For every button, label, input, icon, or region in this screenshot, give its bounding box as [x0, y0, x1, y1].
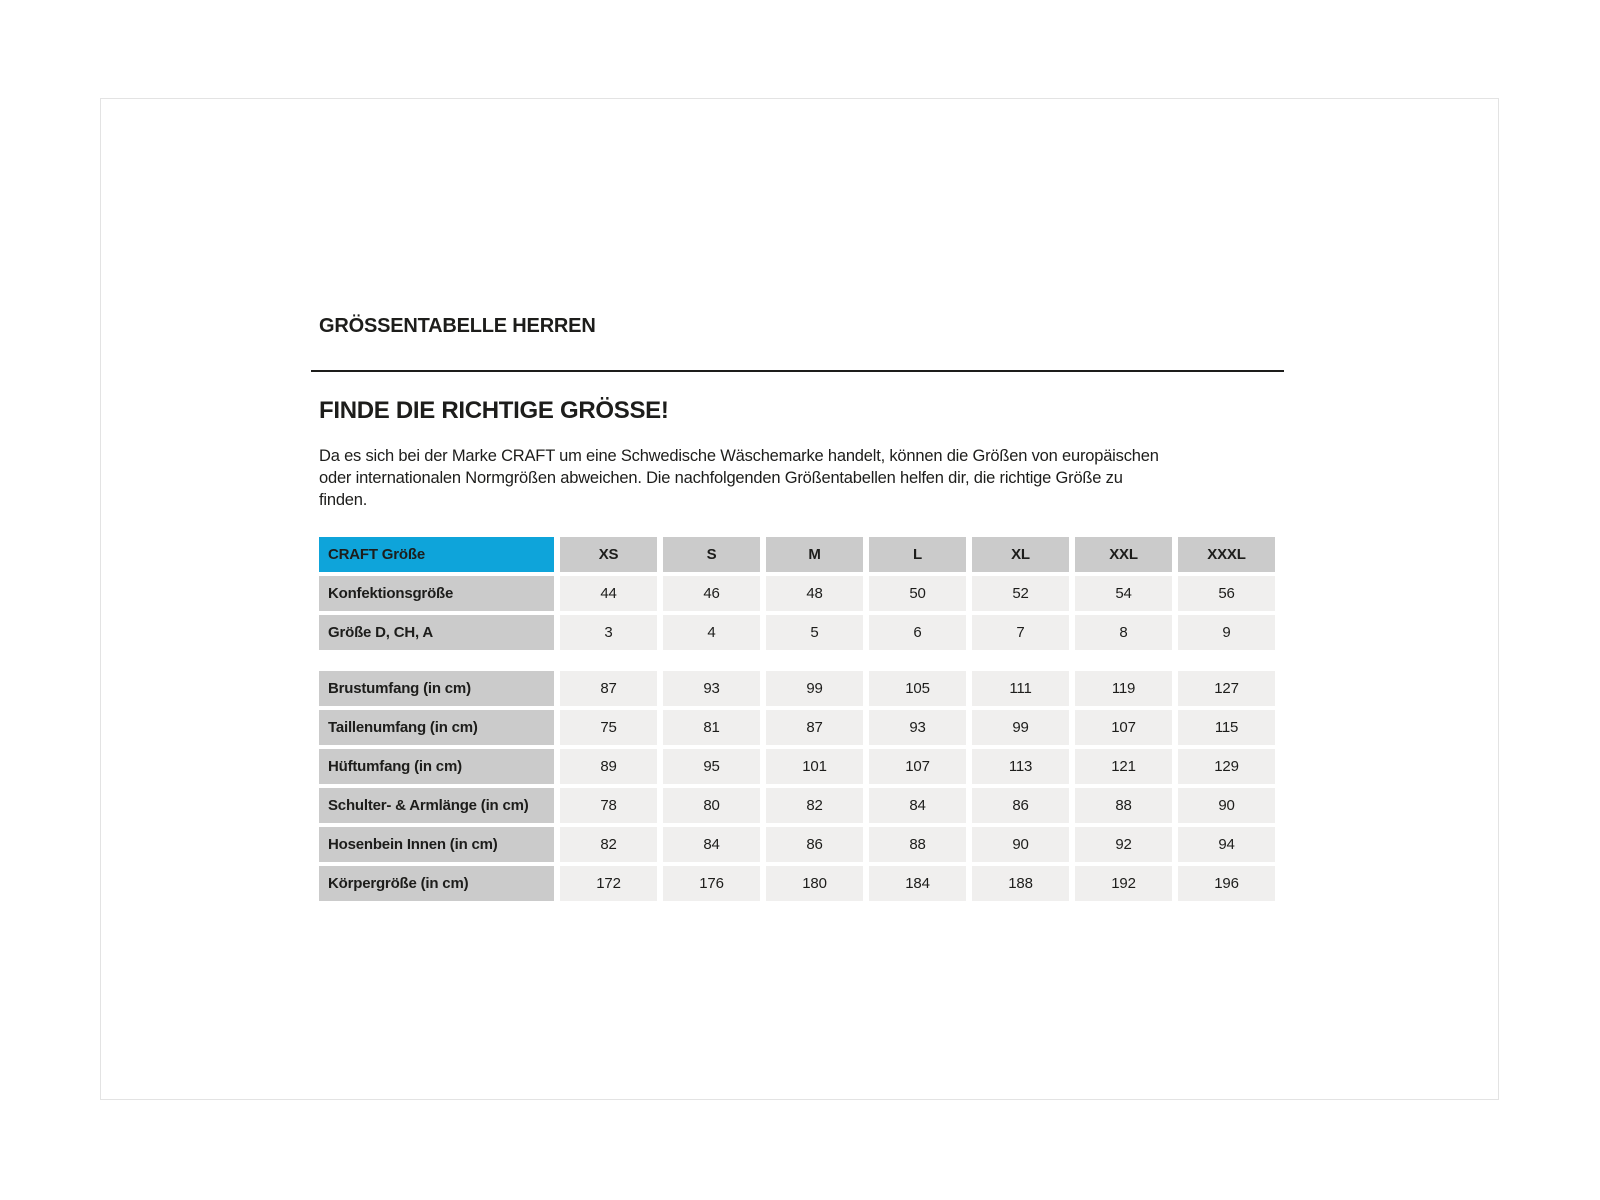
table-spacer-row: [319, 654, 1275, 667]
value-cell: 5: [766, 615, 863, 650]
value-cell: 90: [1178, 788, 1275, 823]
value-cell: 50: [869, 576, 966, 611]
value-cell: 86: [766, 827, 863, 862]
value-cell: 78: [560, 788, 657, 823]
content-panel: [100, 98, 1499, 1100]
value-cell: 90: [972, 827, 1069, 862]
value-cell: 94: [1178, 827, 1275, 862]
value-cell: 87: [560, 671, 657, 706]
row-label: Hosenbein Innen (in cm): [319, 827, 554, 862]
value-cell: 93: [663, 671, 760, 706]
value-cell: 7: [972, 615, 1069, 650]
value-cell: 127: [1178, 671, 1275, 706]
value-cell: 121: [1075, 749, 1172, 784]
value-cell: 95: [663, 749, 760, 784]
value-cell: 184: [869, 866, 966, 901]
value-cell: 113: [972, 749, 1069, 784]
value-cell: 52: [972, 576, 1069, 611]
value-cell: 9: [1178, 615, 1275, 650]
value-cell: 87: [766, 710, 863, 745]
value-cell: 8: [1075, 615, 1172, 650]
value-cell: 107: [869, 749, 966, 784]
value-cell: 129: [1178, 749, 1275, 784]
value-cell: 3: [560, 615, 657, 650]
value-cell: 192: [1075, 866, 1172, 901]
value-cell: 176: [663, 866, 760, 901]
column-header-xl: XL: [972, 537, 1069, 572]
value-cell: 81: [663, 710, 760, 745]
section-heading: FINDE DIE RICHTIGE GRÖSSE!: [319, 397, 669, 424]
table-corner-cell: CRAFT Größe: [319, 537, 554, 572]
value-cell: 196: [1178, 866, 1275, 901]
value-cell: 88: [1075, 788, 1172, 823]
value-cell: 99: [972, 710, 1069, 745]
value-cell: 111: [972, 671, 1069, 706]
content-column: [319, 314, 1285, 901]
value-cell: 93: [869, 710, 966, 745]
value-cell: 82: [560, 827, 657, 862]
value-cell: 105: [869, 671, 966, 706]
value-cell: 88: [869, 827, 966, 862]
divider-rule: [311, 370, 1284, 372]
column-header-xxl: XXL: [1075, 537, 1172, 572]
value-cell: 115: [1178, 710, 1275, 745]
value-cell: 56: [1178, 576, 1275, 611]
page-title: GRÖSSENTABELLE HERREN: [319, 315, 596, 337]
intro-text: Da es sich bei der Marke CRAFT um eine Schwedische Wäschemarke handelt, können die Größen von europäischen oder internationalen Normgrößen abweichen. Die nachfolgenden Größentabellen helfen dir, die richtige Größe zu finden.: [319, 447, 1159, 509]
value-cell: 46: [663, 576, 760, 611]
row-label: Hüftumfang (in cm): [319, 749, 554, 784]
value-cell: 84: [869, 788, 966, 823]
value-cell: 188: [972, 866, 1069, 901]
row-label: Größe D, CH, A: [319, 615, 554, 650]
value-cell: 86: [972, 788, 1069, 823]
value-cell: 172: [560, 866, 657, 901]
value-cell: 82: [766, 788, 863, 823]
value-cell: 92: [1075, 827, 1172, 862]
value-cell: 54: [1075, 576, 1172, 611]
value-cell: 119: [1075, 671, 1172, 706]
value-cell: 80: [663, 788, 760, 823]
value-cell: 6: [869, 615, 966, 650]
column-header-xs: XS: [560, 537, 657, 572]
value-cell: 44: [560, 576, 657, 611]
value-cell: 89: [560, 749, 657, 784]
column-header-l: L: [869, 537, 966, 572]
value-cell: 180: [766, 866, 863, 901]
row-label: Taillenumfang (in cm): [319, 710, 554, 745]
value-cell: 99: [766, 671, 863, 706]
column-header-xxxl: XXXL: [1178, 537, 1275, 572]
row-label: Konfektionsgröße: [319, 576, 554, 611]
value-cell: 4: [663, 615, 760, 650]
value-cell: 48: [766, 576, 863, 611]
value-cell: 84: [663, 827, 760, 862]
value-cell: 101: [766, 749, 863, 784]
row-label: Körpergröße (in cm): [319, 866, 554, 901]
value-cell: 75: [560, 710, 657, 745]
value-cell: 107: [1075, 710, 1172, 745]
row-label: Brustumfang (in cm): [319, 671, 554, 706]
size-table: [319, 537, 1275, 901]
column-header-s: S: [663, 537, 760, 572]
column-header-m: M: [766, 537, 863, 572]
row-label: Schulter- & Armlänge (in cm): [319, 788, 554, 823]
